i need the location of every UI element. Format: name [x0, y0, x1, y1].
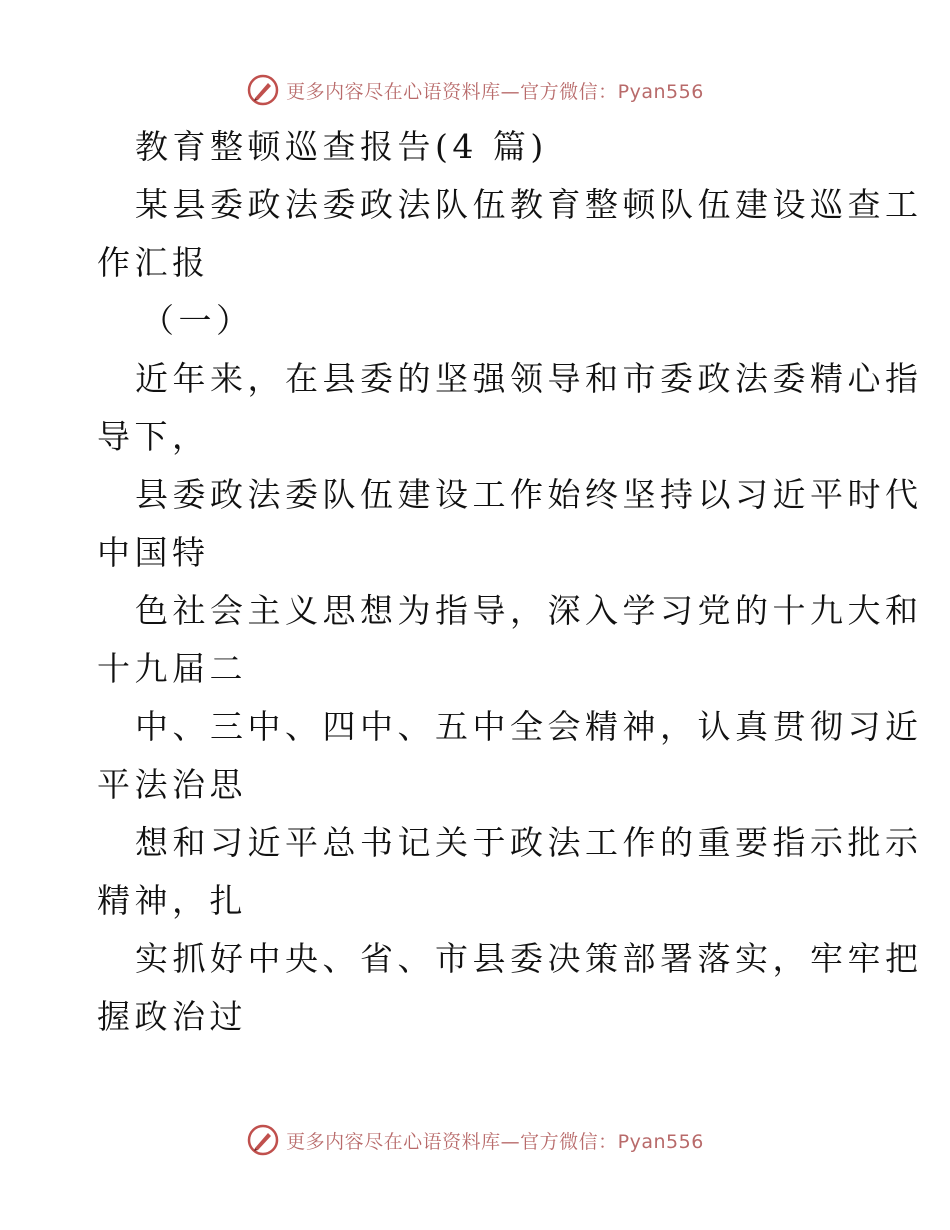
header-watermark: [0, 70, 950, 110]
document-body: [97, 118, 923, 1046]
paragraph-line: 中国特: [97, 533, 210, 572]
footer-watermark: [0, 1120, 950, 1160]
paragraph-line: 精神，扎: [97, 881, 247, 920]
paragraph-line: 十九届二: [97, 649, 247, 688]
watermark-text: 更多内容尽在心语资料库—官方微信：Pyan556: [286, 1130, 704, 1153]
section-number: （一）: [141, 301, 254, 340]
paragraph-line: 色社会主义思想为指导，深入学习党的十九大和: [135, 591, 923, 630]
pen-logo-icon: [246, 73, 280, 107]
paragraph-line: 导下，: [97, 417, 210, 456]
paragraph-line: 中、三中、四中、五中全会精神，认真贯彻习近: [135, 707, 923, 746]
paragraph-line: 想和习近平总书记关于政法工作的重要指示批示: [135, 823, 923, 862]
document-subtitle: 某县委政法委政法队伍教育整顿队伍建设巡查工: [135, 185, 923, 224]
paragraph-line: 实抓好中央、省、市县委决策部署落实，牢牢把: [135, 939, 923, 978]
paragraph-line: 平法治思: [97, 765, 247, 804]
watermark-text: 更多内容尽在心语资料库—官方微信：Pyan556: [286, 80, 704, 103]
paragraph-line: 近年来，在县委的坚强领导和市委政法委精心指: [135, 359, 923, 398]
paragraph-line: 县委政法委队伍建设工作始终坚持以习近平时代: [135, 475, 923, 514]
document-subtitle-continued: 作汇报: [97, 243, 210, 282]
paragraph-line: 握政治过: [97, 997, 247, 1036]
pen-logo-icon: [246, 1123, 280, 1157]
document-title: 教育整顿巡查报告(4 篇): [135, 127, 548, 166]
